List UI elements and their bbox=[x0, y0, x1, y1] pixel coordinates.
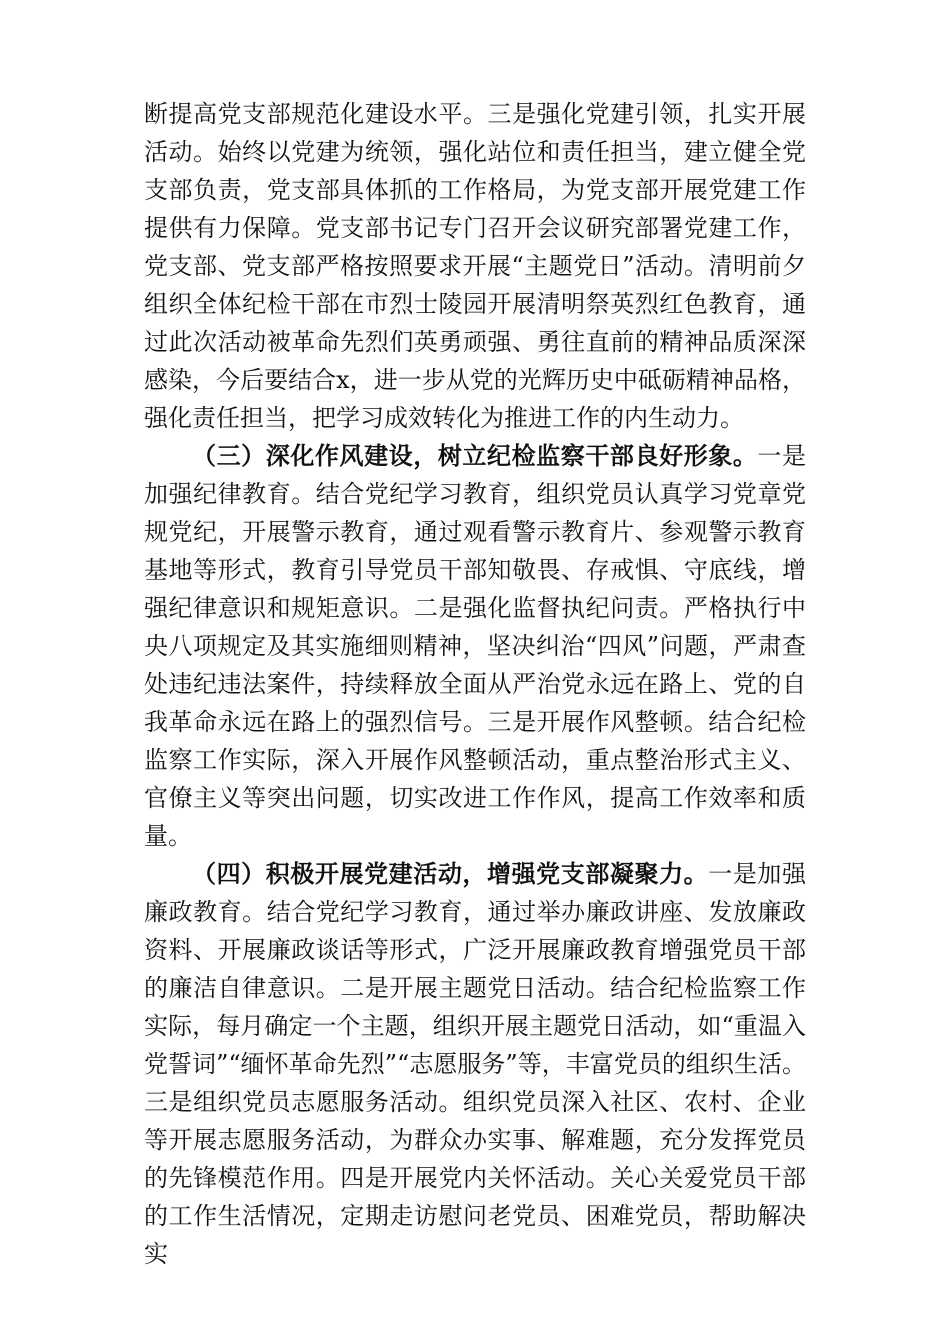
section-four-paragraph bbox=[144, 855, 806, 1273]
paragraph-text: 一是加强纪律教育。结合党纪学习教育，组织党员认真学习党章党规党纪，开展警示教育，通过观看警示教育片、参观警示教育基地等形式，教育引导党员干部知敬畏、存戒惧、守底线，增强纪律意识和规矩意识。二是强化监督执纪问责。严格执行中央八项规定及其实施细则精神，坚决纠治“四风”问题，严肃查处违纪违法案件，持续释放全面从严治党永远在路上、党的自我革命永远在路上的强烈信号。三是开展作风整顿。结合纪检监察工作实际，深入开展作风整顿活动，重点整治形式主义、官僚主义等突出问题，切实改进工作作风，提高工作效率和质量。 bbox=[144, 442, 807, 850]
paragraph-text: 一是加强廉政教育。结合党纪学习教育，通过举办廉政讲座、发放廉政资料、开展廉政谈话等形式，广泛开展廉政教育增强党员干部的廉洁自律意识。二是开展主题党日活动。结合纪检监察工作实际，每月确定一个主题，组织开展主题党日活动，如“重温入党誓词”“缅怀革命先烈”“志愿服务”等，丰富党员的组织生活。三是组织党员志愿服务活动。组织党员深入社区、农村、企业等开展志愿服务活动，为群众办实事、解难题，充分发挥党员的先锋模范作用。四是开展党内关怀活动。关心关爱党员干部的工作生活情况，定期走访慰问老党员、困难党员，帮助解决实 bbox=[144, 860, 806, 1268]
paragraph-text: 断提高党支部规范化建设水平。三是强化党建引领，扎实开展活动。始终以党建为统领，强化站位和责任担当，建立健全党支部负责，党支部具体抓的工作格局，为党支部开展党建工作提供有力保障。党支部书记专门召开会议研究部署党建工作，党支部、党支部严格按照要求开展“主题党日”活动。清明前夕组织全体纪检干部在市烈士陵园开展清明祭英烈红色教育，通过此次活动被革命先烈们英勇顽强、勇往直前的精神品质深深感染，今后要结合x，进一步从党的光辉历史中砥砺精神品格，强化责任担当，把学习成效转化为推进工作的内生动力。 bbox=[144, 100, 806, 432]
body-paragraph-continued bbox=[144, 95, 806, 437]
section-heading-three: （三）深化作风建设，树立纪检监察干部良好形象。 bbox=[192, 441, 758, 470]
document-page bbox=[144, 95, 806, 1273]
section-three-paragraph bbox=[144, 437, 806, 855]
section-heading-four: （四）积极开展党建活动，增强党支部凝聚力。 bbox=[192, 859, 709, 888]
